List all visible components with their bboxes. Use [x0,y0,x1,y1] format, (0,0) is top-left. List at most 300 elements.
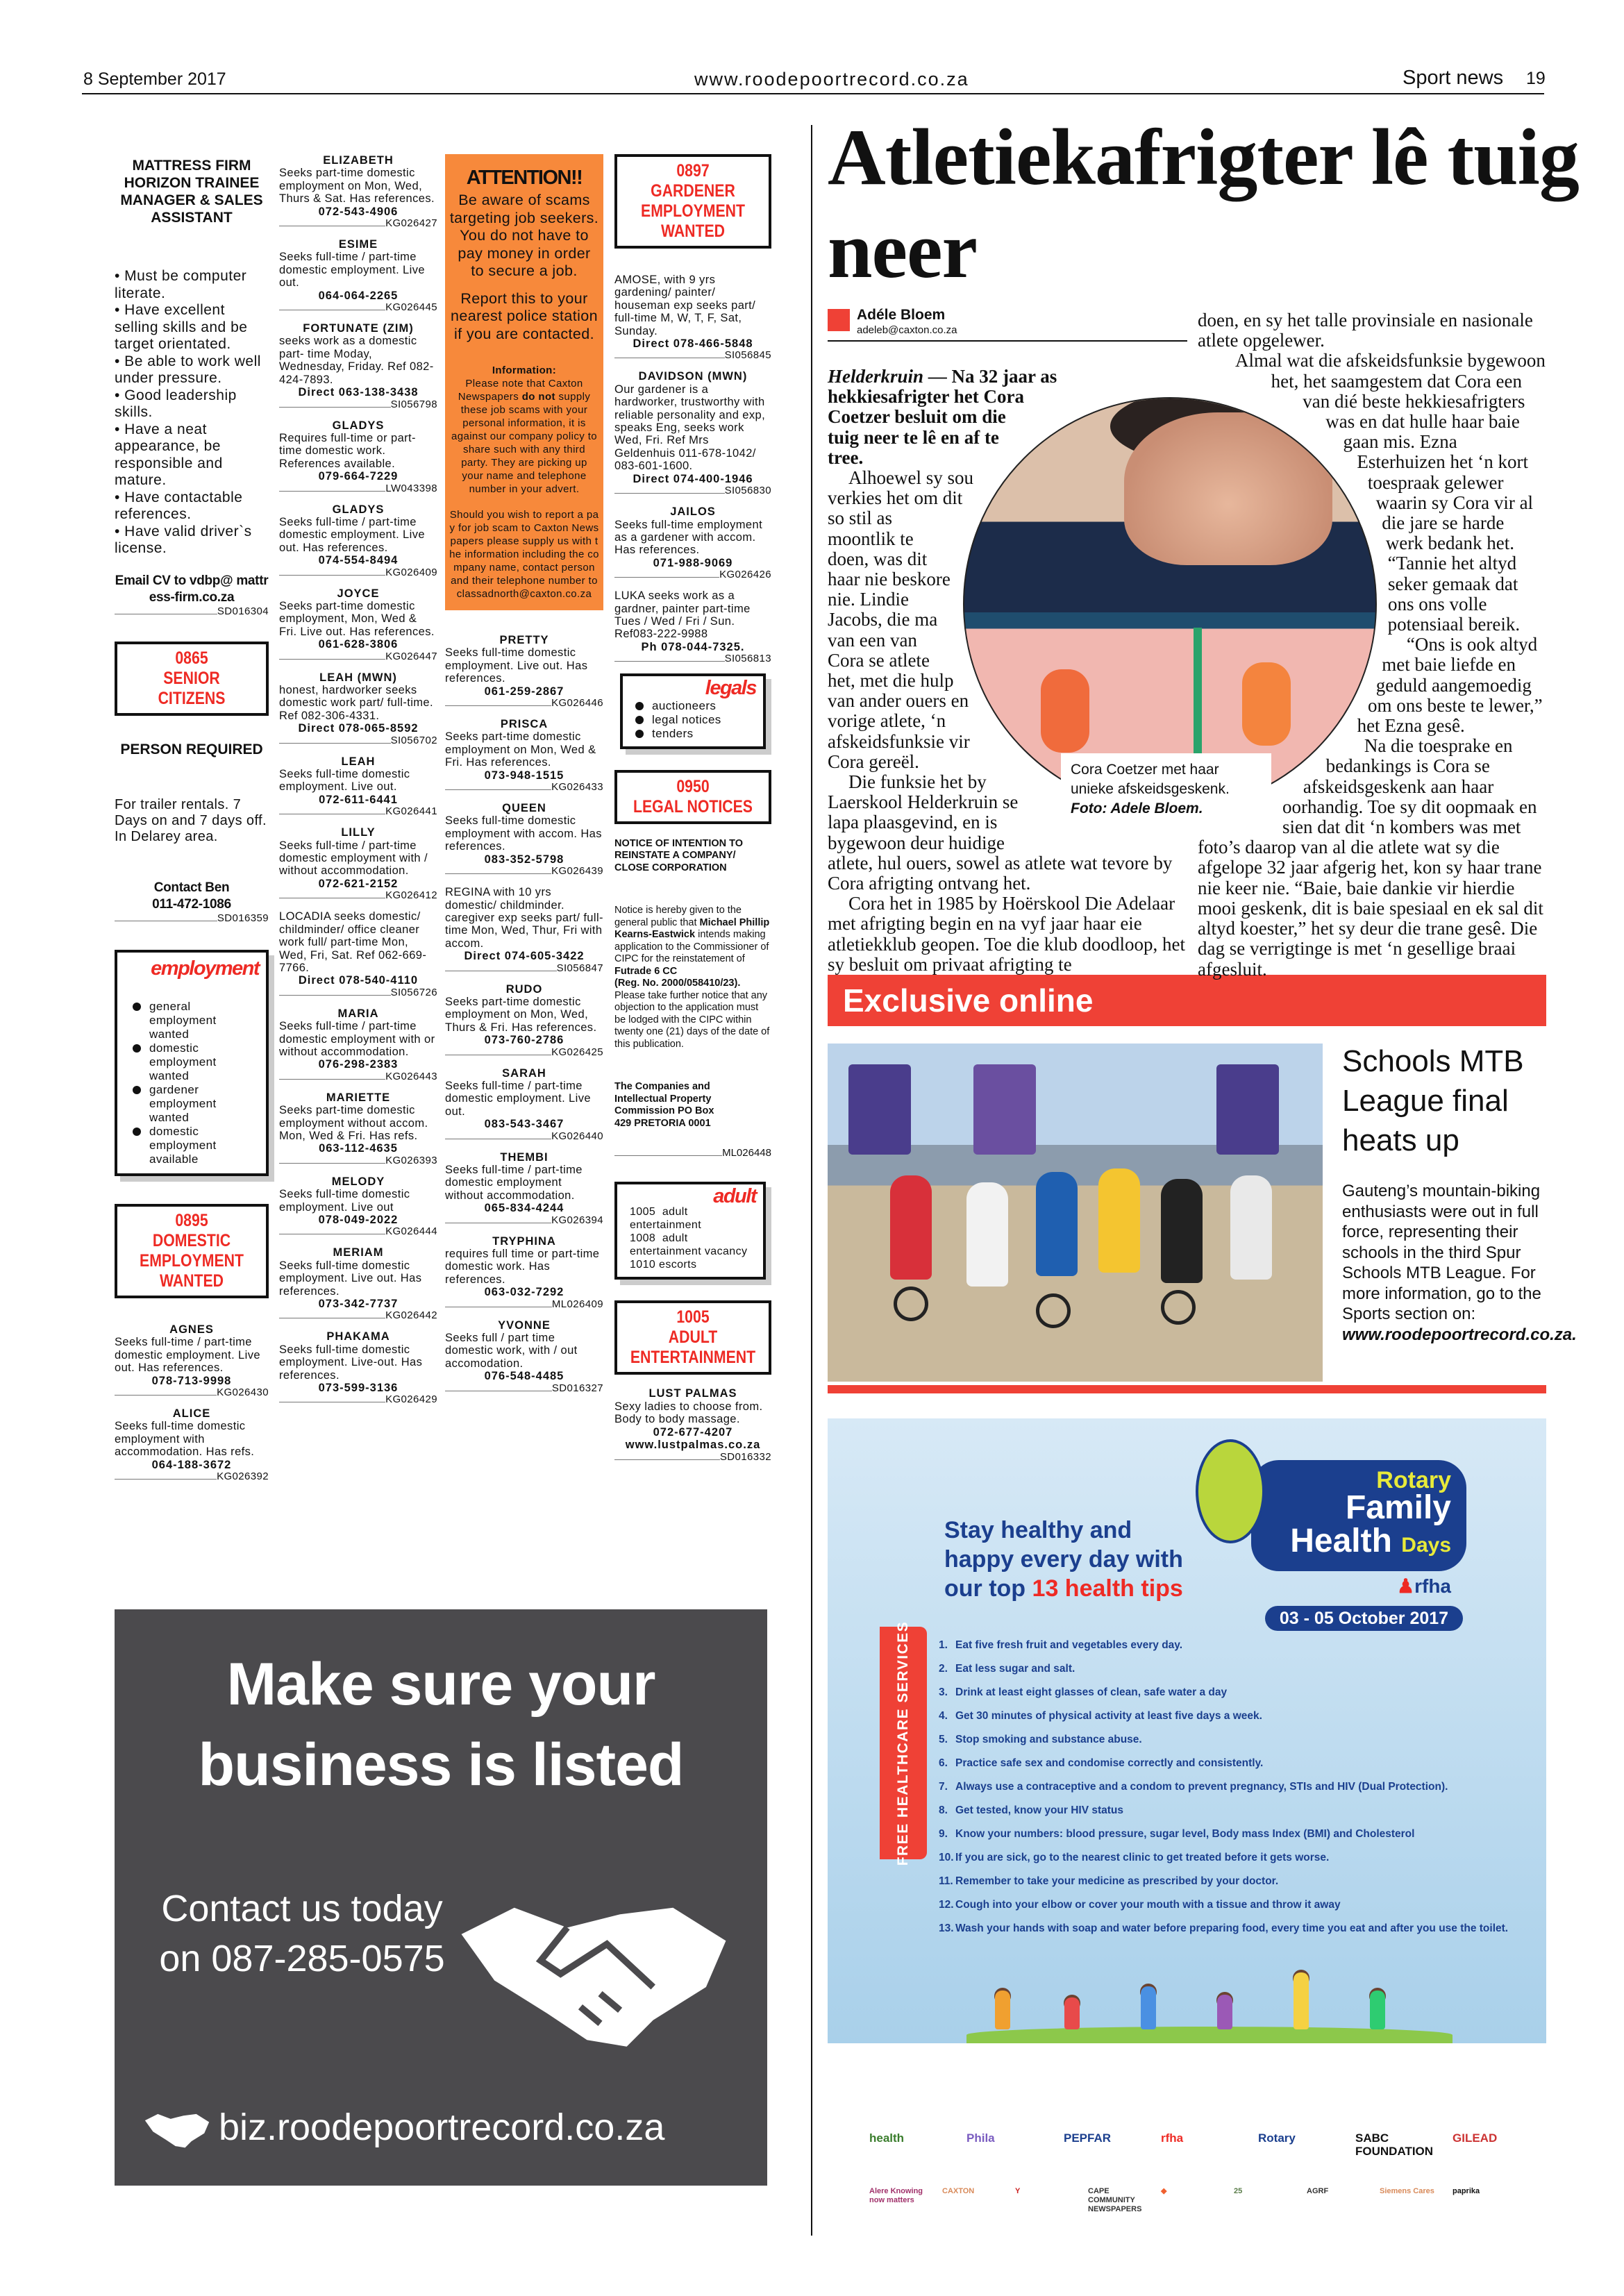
ad-code: KG026393 [385,1154,437,1166]
ad-code: KG026439 [551,865,603,878]
requirement-item: • Have a neat appearance, be responsible and mature. [115,421,223,488]
tip-number: 3. [939,1686,948,1698]
exclusive-story[interactable] [1342,1041,1577,1345]
ad-body: seeks work as a domestic part- time Moday, Wednesday, Friday. Ref 082-424-7893. [279,335,434,386]
ad-phone: 072-611-6441 [319,793,398,806]
legals-index-box [620,673,766,748]
sponsor-logo: rfha [1161,2131,1184,2145]
section-label: LEGAL NOTICES [633,796,753,816]
ad-phone: 072-621-2152 [318,877,399,890]
health-tip [939,1709,1536,1723]
ad-phone: 083-352-5798 [484,853,564,866]
ad-footer [445,1047,603,1057]
sponsor-logo: CAXTON [942,2187,975,2195]
ad-phone: Ph 078-044-7325. [641,640,745,653]
ad-phone: 073-948-1515 [484,769,564,782]
bullet-icon [635,702,644,710]
ad-code: SD016359 [217,912,269,924]
classified-ad [614,1387,771,1461]
adult-index-box [614,1182,766,1280]
classified-ad [279,1091,437,1166]
classified-ad [445,1235,603,1309]
classifieds-column-1 [115,154,269,1491]
ad-phone: 072-543-4906 [318,205,399,218]
ad-body: REGINA with 10 yrs domestic/ childminder. caregiver exp seeks part/ full-time Mon, Wed, Thur, Fri with accom. [445,886,603,950]
classified-ad [614,589,771,664]
ad-url[interactable]: biz.roodepoortrecord.co.za [219,2106,665,2148]
classified-ad [279,1007,437,1082]
section-label: DOMESTIC EMPLOYMENT WANTED [140,1230,244,1291]
free-healthcare-band: FREE HEALTHCARE SERVICES [880,1627,927,1859]
ad-body: Requires full-time or part-time domestic work. References available. [279,431,416,470]
ad-body: Seeks full-time domestic employment. Live out [279,1188,410,1214]
health-tip [939,1874,1536,1888]
mascot-icon [1196,1439,1265,1543]
byline-marker [828,309,850,331]
ad-code: SI056845 [724,349,771,362]
ad-code: SD016327 [551,1382,603,1394]
person-required-ad [115,741,269,923]
rfha-logo: ♟rfha [1397,1575,1452,1597]
ad-body: Seeks full-time / part-time domestic employment. Live out. [445,1079,591,1118]
ad-phone: 073-599-3136 [318,1382,399,1395]
ad-body: Seeks part-time domestic employment, Mon, Wed & Fri. Live out. Has references. [279,599,435,638]
column-divider [811,125,812,2236]
ad-phone: Direct 063-138-3438 [298,386,419,399]
tip-number: 1. [939,1639,948,1651]
ad-code: KG026427 [385,217,437,230]
handshake-icon [455,1887,733,2061]
ad-name: PRISCA [500,718,549,731]
sponsor-logo: CAPE COMMUNITY NEWSPAPERS [1088,2187,1142,2213]
ad-footer [445,1299,603,1309]
ad-name: JOYCE [337,587,380,600]
index-label: tenders [652,726,694,740]
ad-phone: 078-713-9998 [151,1374,232,1387]
ad-footer [279,806,437,816]
classified-ad [279,154,437,228]
ad-code: KG026426 [719,569,771,581]
ad-body: Seeks full-time / part-time domestic employment. Live out. [279,251,425,290]
ad-code: KG026392 [217,1470,269,1482]
index-item [635,727,756,741]
ad-url[interactable]: www.lustpalmas.co.za [625,1439,761,1452]
health-tip [939,1897,1536,1912]
article-paragraph: “Ons is ook altyd met baie liefde en geduld aangemoedig om ons beste te lewer,” het Ezna gesê. [1357,634,1543,737]
index-label: domestic employment available [149,1124,217,1166]
ad-footer [445,963,603,973]
ad-name: AGNES [169,1323,214,1336]
article-paragraph: Na die toesprake en bedankings is Cora se afskeidsgeskenk aan haar oorhandig. Toe sy dit oopmaak en sien dat dit ‘n kombers was met foto’s daarop van al die atlete wat sy die afgelope 32 jaar afgerig het, kon sy haar trane nie keer nie. “Baie, baie dankie vir hierdie mooi geskenk, dit is baie spesiaal en ek sal dit altyd koester,” het sy deur die trane gesê. Die dag se verrigtinge is met ‘n gesellige braai afgesluit. [1198,735,1543,980]
ad-footer [115,1387,269,1398]
ad-name: TRYPHINA [492,1234,556,1248]
tip-number: 11. [939,1875,953,1887]
ad-contact: Email CV to vdbp@ mattress-firm.co.za [115,573,269,605]
bullet-icon [133,1128,141,1136]
report-text: Should you wish to report a pay for job scam to Caxton Newspapers please supply us with the information including the company name, contact person and their telephone number to classadnorth@caxton.co.za [449,509,599,600]
story-link[interactable]: www.roodepoortrecord.co.za. [1342,1325,1577,1344]
event-dates: 03 - 05 October 2017 [1265,1606,1463,1631]
tip-number: 5. [939,1734,948,1745]
ad-body: Seeks full / part time domestic work, with / out accomodation. [445,1332,578,1370]
ad-body: Seeks full-time / part-time domestic employment without accommodation. [445,1164,583,1202]
ad-code: SD016304 [217,605,269,617]
ad-footer [279,1310,437,1321]
ad-body: Seeks part-time domestic employment on Mon, Wed & Fri. Has references. [445,730,596,769]
exclusive-online-banner: Exclusive online [828,975,1546,1026]
ad-code: LW043398 [385,482,437,494]
sponsor-logo: 25 [1234,2187,1243,2195]
ad-footer [279,651,437,662]
ad-body: Seeks part-time domestic employment on Mon, Wed, Thurs & Sat. Has references. [279,167,435,206]
ad-code: KG026443 [385,1070,437,1082]
classified-ad [279,910,437,997]
warning-text: Be aware of scams targeting job seekers. You do not have to pay money in order to secure a job. [449,192,599,279]
classified-ad [614,274,771,360]
page-number: 19 [1526,69,1546,88]
ad-code: SI056726 [390,986,437,998]
index-label: legal notices [652,712,721,726]
classified-ad [445,1151,603,1225]
section-code: 1005 [676,1307,710,1327]
index-label: gardener employment wanted [149,1082,217,1124]
ad-code: KG026444 [385,1225,437,1238]
bullet-icon [635,730,644,738]
ad-code: SD016332 [719,1450,771,1463]
tip-text: Wash your hands with soap and water before preparing food, every time you eat and after you use the toilet. [955,1922,1509,1934]
ad-footer [445,1131,603,1141]
tip-text: Practice safe sex and condomise correctly and consistently. [955,1757,1264,1769]
legal-notice [614,838,771,1159]
article-paragraph: Cora het in 1985 by Hoërskool Die Adelaar met afrigting begin en na vyf jaar haar eie atletiekklub geopen. Toe die klub doodloop, het sy besluit om privaat afrigting te [828,893,1186,975]
health-tips-list [939,1638,1536,1945]
health-tip [939,1803,1536,1818]
ad-phone: 076-548-4485 [484,1370,564,1383]
section-label: GARDENER EMPLOYMENT WANTED [641,181,745,241]
classified-ad [445,983,603,1057]
article-paragraph: Almal wat die afskeidsfunksie bygewoon het, het saamgestem dat Cora een van dié beste hekkiesafrigters was en dat hulle haar baie gaan mis. Ezna Esterhuizen het ‘n kort toespraak gelewer waarin sy Cora vir al die jare se harde werk bedank het. “Tannie het altyd seker gemaak dat ons ons volle potensiaal bereik. [1235,350,1546,635]
requirement-item: • Good leadership skills. [115,387,237,420]
classified-ad [115,1407,269,1482]
ad-body: Seeks full-time domestic employment. Live-out. Has references. [279,1343,423,1382]
tip-text: Always use a contraceptive and a condom to prevent pregnancy, STIs and HIV (Dual Protection). [955,1781,1448,1793]
ad-contact: Contact us today on 087-285-0575 [159,1888,445,1979]
issue-date: 8 September 2017 [83,69,226,89]
ad-name: RUDO [505,982,543,996]
classified-ad [279,826,437,900]
health-tip [939,1827,1536,1841]
site-url[interactable]: www.roodepoortrecord.co.za [694,69,969,90]
employment-index-box [115,950,269,1176]
requirements-list [115,268,269,558]
article-paragraph: Die funksie het by Laerskool Helderkruin se lapa plaasgevind, en is bygewoon deur huidige atlete, hul ouers, sowel as atlete wat tevore by Cora afrigting ontvang het. [828,771,1173,894]
index-list [630,1205,756,1271]
ad-footer [445,1383,603,1393]
index-title: adult [713,1185,756,1208]
section-label: ADULT ENTERTAINMENT [630,1327,756,1368]
ad-phone: 079-664-7229 [318,470,399,483]
section-code: 0897 [676,161,710,181]
section-label: SENIOR CITIZENS [158,668,226,708]
tip-number: 10. [939,1852,954,1863]
mtb-photo [828,1044,1323,1382]
health-tip [939,1638,1536,1652]
tip-text: If you are sick, go to the nearest clinic to get treated before it gets worse. [955,1852,1330,1863]
sponsor-logo: PEPFAR [1064,2131,1112,2145]
ad-code: SI056813 [724,653,771,665]
story-body: Gauteng’s mountain-biking enthusiasts were out in full force, representing their schools in the third Spur Schools MTB League. For more information, go to the Sports section on: www.roodepoortrecord.co.za. [1342,1182,1577,1344]
caption-text: Cora Coetzer met haar unieke afskeidsgeskenk. [1071,762,1230,797]
ad-footer [614,350,771,360]
classified-ad [445,802,603,876]
ad-phone: 061-259-2867 [484,685,564,698]
ad-name: YVONNE [498,1318,551,1332]
ad-name: FORTUNATE (ZIM) [303,322,414,335]
sponsor-logo: Y [1015,2187,1021,2195]
mattress-firm-ad [115,157,269,617]
notice-body: Notice is hereby given to the general public that Michael Phillip Kearns-Eastwick intends making application to the Commissioner of CIPC for the reinstatement of Futrade 6 CC (Reg. No. 2000/058410/23). Please take further notice that any objection to the application must be lodged with the CIPC within twenty one (21) days of the date of this publication. [614,905,770,1050]
ad-footer [445,782,603,792]
notice-address: The Companies and Intellectual Property Commission PO Box 429 PRETORIA 0001 [614,1081,714,1129]
index-title: employment [151,957,259,980]
ad-body: Seeks full-time domestic employment with accom. Has references. [445,814,602,853]
ad-body: honest, hardworker seeks domestic work part/ full-time. Ref 082-306-4331. [279,684,433,722]
requirement-item: • Must be computer literate. [115,268,247,301]
ad-name: PHAKAMA [326,1330,390,1343]
ad-footer [115,606,269,617]
section-name: Sport news [1403,67,1504,89]
info-title: Information: [492,364,557,376]
ad-body: AMOSE, with 9 yrs gardening/ painter/ houseman exp seeks part/ full-time M, W, T, F, Sat, Sunday. [614,274,756,337]
ad-footer [614,653,771,664]
classified-ad [279,1246,437,1321]
classified-ad [445,1319,603,1393]
ad-footer [279,567,437,578]
index-item [133,1000,259,1041]
ad-phone: Direct 078-466-5848 [633,337,753,351]
ad-code: KG026425 [551,1046,603,1058]
health-tip [939,1661,1536,1676]
tip-text: Get tested, know your HIV status [955,1804,1124,1816]
notice-title: NOTICE OF INTENTION TO REINSTATE A COMPANY/ CLOSE CORPORATION [614,837,744,873]
tip-number: 7. [939,1781,948,1793]
index-item: 1008 adult entertainment vacancy [630,1232,748,1258]
ad-footer [279,1394,437,1405]
ad-footer [279,1226,437,1237]
ad-name: MELODY [331,1175,385,1188]
ad-name: THEMBI [500,1150,549,1164]
ad-code: KG026394 [551,1214,603,1226]
sponsor-logo: ◆ [1161,2187,1167,2195]
tip-text: Cough into your elbow or cover your mouth with a tissue and throw it away [955,1899,1341,1911]
ad-name: LUST PALMAS [648,1387,737,1400]
section-header-adult [614,1300,771,1375]
ad-footer [614,1452,771,1462]
ad-name: SARAH [502,1066,546,1080]
ad-phone: Direct 078-540-4110 [298,974,419,987]
ad-footer [279,890,437,900]
ad-footer [279,399,437,410]
ad-footer [445,698,603,708]
bullet-icon [133,1044,141,1053]
article-column-right [1198,310,1546,980]
index-item [133,1083,259,1125]
classified-ad [279,238,437,312]
header-rule [82,93,1544,94]
classified-ad [445,886,603,973]
index-label: auctioneers [652,698,717,712]
article-column-left [828,367,1187,975]
ad-body: Seeks full-time / part-time domestic employment with / without accommodation. [279,839,428,878]
classified-list [614,274,771,664]
ad-name: DAVIDSON (MWN) [638,370,748,383]
requirement-item: • Have contactable references. [115,489,243,522]
handshake-icon [142,2109,212,2151]
section-code: 0895 [175,1210,208,1230]
ad-footer [614,569,771,580]
ad-code: SI056830 [724,485,771,497]
sponsor-logo: AGRF [1307,2187,1329,2195]
index-item: 1005 adult entertainment [630,1206,702,1232]
requirement-item: • Have valid driver`s license. [115,523,252,556]
health-tip [939,1732,1536,1747]
classified-ad [279,671,437,746]
ad-name: QUEEN [502,802,546,815]
ad-code: SI056847 [556,962,603,974]
tip-text: Get 30 minutes of physical activity at least five days a week. [955,1710,1262,1722]
tip-number: 8. [939,1804,948,1816]
author-name: Adéle Bloem [857,307,946,323]
ad-name: GLADYS [332,503,385,516]
warning-text: Report this to your nearest police station if you are contacted. [451,290,598,342]
classified-ad [614,370,771,496]
ad-body: Our gardener is a hardworker, trustworthy with reliable personality and exp, speaks Eng, seeks work Wed, Fri. Ref Mrs Geldenhuis 011-678-1042/ 083-601-1600. [614,383,766,473]
ad-phone: 078-049-2022 [318,1214,399,1226]
classified-ad [279,1175,437,1237]
ad-code: KG026433 [551,781,603,794]
ad-footer [279,218,437,228]
health-tip [939,1685,1536,1700]
classifieds-column-4 [614,154,771,1472]
ad-body: Seeks part-time domestic employment on Mon, Wed, Thurs & Fri. Has references. [445,995,597,1034]
index-item [635,699,756,713]
tip-number: 12. [939,1899,954,1911]
sponsor-logo: SABC FOUNDATION [1355,2131,1434,2158]
ad-code: ML026448 [722,1147,771,1159]
article-paragraph: doen, en sy het talle provinsiale en nasionale atlete opgelewer. [1198,310,1533,351]
sponsor-logos [828,2111,1546,2229]
bullet-icon [635,716,644,724]
ad-code: KG026430 [217,1386,269,1398]
bullet-icon [133,1003,141,1011]
index-label: domestic employment wanted [149,1041,217,1082]
ad-phone: 064-188-3672 [151,1458,232,1471]
classified-list [115,1323,269,1482]
story-headline[interactable]: Schools MTB League final heats up [1342,1044,1524,1157]
section-code: 0950 [676,776,710,796]
ad-footer [279,302,437,312]
classified-ad [279,419,437,494]
ad-code: KG026429 [385,1393,437,1406]
ad-footer [279,1155,437,1166]
classified-ad [279,755,437,817]
tip-number: 4. [939,1710,948,1722]
ad-body: requires full time or part-time domestic work. Has references. [445,1248,600,1286]
ad-phone: 063-112-4635 [319,1142,398,1155]
ad-body: Seeks full-time domestic employment with accommodation. Has refs. [115,1420,255,1459]
ad-code: KG026446 [551,697,603,710]
ad-phone: 061-628-3806 [318,638,399,651]
ad-footer [279,987,437,998]
ad-code: KG026447 [385,650,437,662]
sponsor-logo: Phila [966,2131,995,2145]
health-tip [939,1850,1536,1865]
section-code: 0865 [175,648,208,668]
tip-text: Eat less sugar and salt. [955,1663,1075,1675]
article-title: Atletiekafrigter lê tuig neer [828,113,1579,295]
tip-text: Know your numbers: blood pressure, sugar level, Body mass Index (BMI) and Cholesterol [955,1828,1415,1840]
ad-code: KG026442 [385,1309,437,1322]
index-list [635,699,756,741]
sponsor-logo: Siemens Cares [1380,2187,1434,2195]
ad-heading: Stay healthy and happy every day with our top 13 health tips [944,1517,1183,1602]
ad-phone: Direct 078-065-8592 [298,722,419,735]
sponsor-logo: Alere Knowing now matters [869,2187,923,2204]
ad-phone: 076-298-2383 [318,1058,399,1071]
health-tip [939,1779,1536,1794]
index-label: general employment wanted [149,999,217,1041]
ad-body: LOCADIA seeks domestic/ childminder/ office cleaner work full/ part-time Mon, Wed, Fri, Sat. Ref 062-669-7766. [279,910,427,974]
ad-title: PERSON REQUIRED [120,741,263,757]
ad-body: Seeks full-time employment as a gardener with accom. Has references. [614,518,763,557]
section-header-legal [614,770,771,824]
ad-code: KG026412 [385,889,437,902]
index-list [133,1000,259,1166]
ad-name: JAILOS [670,505,716,519]
ad-code: ML026409 [551,1298,603,1310]
ad-name: ESIME [338,238,378,251]
ad-footer [445,866,603,876]
classifieds-column-3 [445,154,603,1403]
ad-phone: 071-988-9069 [653,556,733,569]
sponsor-logo: Rotary [1258,2131,1296,2145]
classified-ad [445,634,603,708]
ad-body: Seeks full-time / part-time domestic employment. Live out. Has references. [279,515,425,554]
ad-footer [115,1471,269,1482]
ad-name: LEAH [341,755,376,768]
tip-number: 2. [939,1663,948,1675]
tip-text: Stop smoking and substance abuse. [955,1734,1142,1745]
ad-body: For trailer rentals. 7 Days on and 7 days off. In Delarey area. [115,796,267,844]
health-tip [939,1921,1536,1936]
ad-code: KG026440 [551,1130,603,1142]
classified-ad [279,322,437,409]
sponsor-logo: paprika [1453,2187,1480,2195]
classified-ad [445,1067,603,1141]
article-paragraph: Alhoewel sy sou verkies het om dit so stil as moontlik te doen, was dit haar nie beskore nie. Lindie Jacobs, die ma van een van Cora se atlete het, met die hulp van ander ouers en vorige atlete, ‘n afskeidsfunksie vir Cora gereël. [828,467,973,772]
ad-phone: 073-760-2786 [484,1034,564,1047]
ad-body: Seeks full-time domestic employment. Live out. Has references. [279,1259,422,1298]
index-item [133,1041,259,1083]
classified-list [445,634,603,1393]
author-email[interactable]: adeleb@caxton.co.za [857,324,957,336]
classified-ad [614,505,771,580]
ad-phone: 074-554-8494 [318,554,399,567]
ad-phone: Direct 074-400-1946 [633,472,753,485]
tip-text: Remember to take your medicine as prescribed by your doctor. [955,1875,1279,1887]
tip-text: Drink at least eight glasses of clean, safe water a day [955,1686,1228,1698]
ad-title: MATTRESS FIRM HORIZON TRAINEE MANAGER & SALES ASSISTANT [120,158,263,226]
